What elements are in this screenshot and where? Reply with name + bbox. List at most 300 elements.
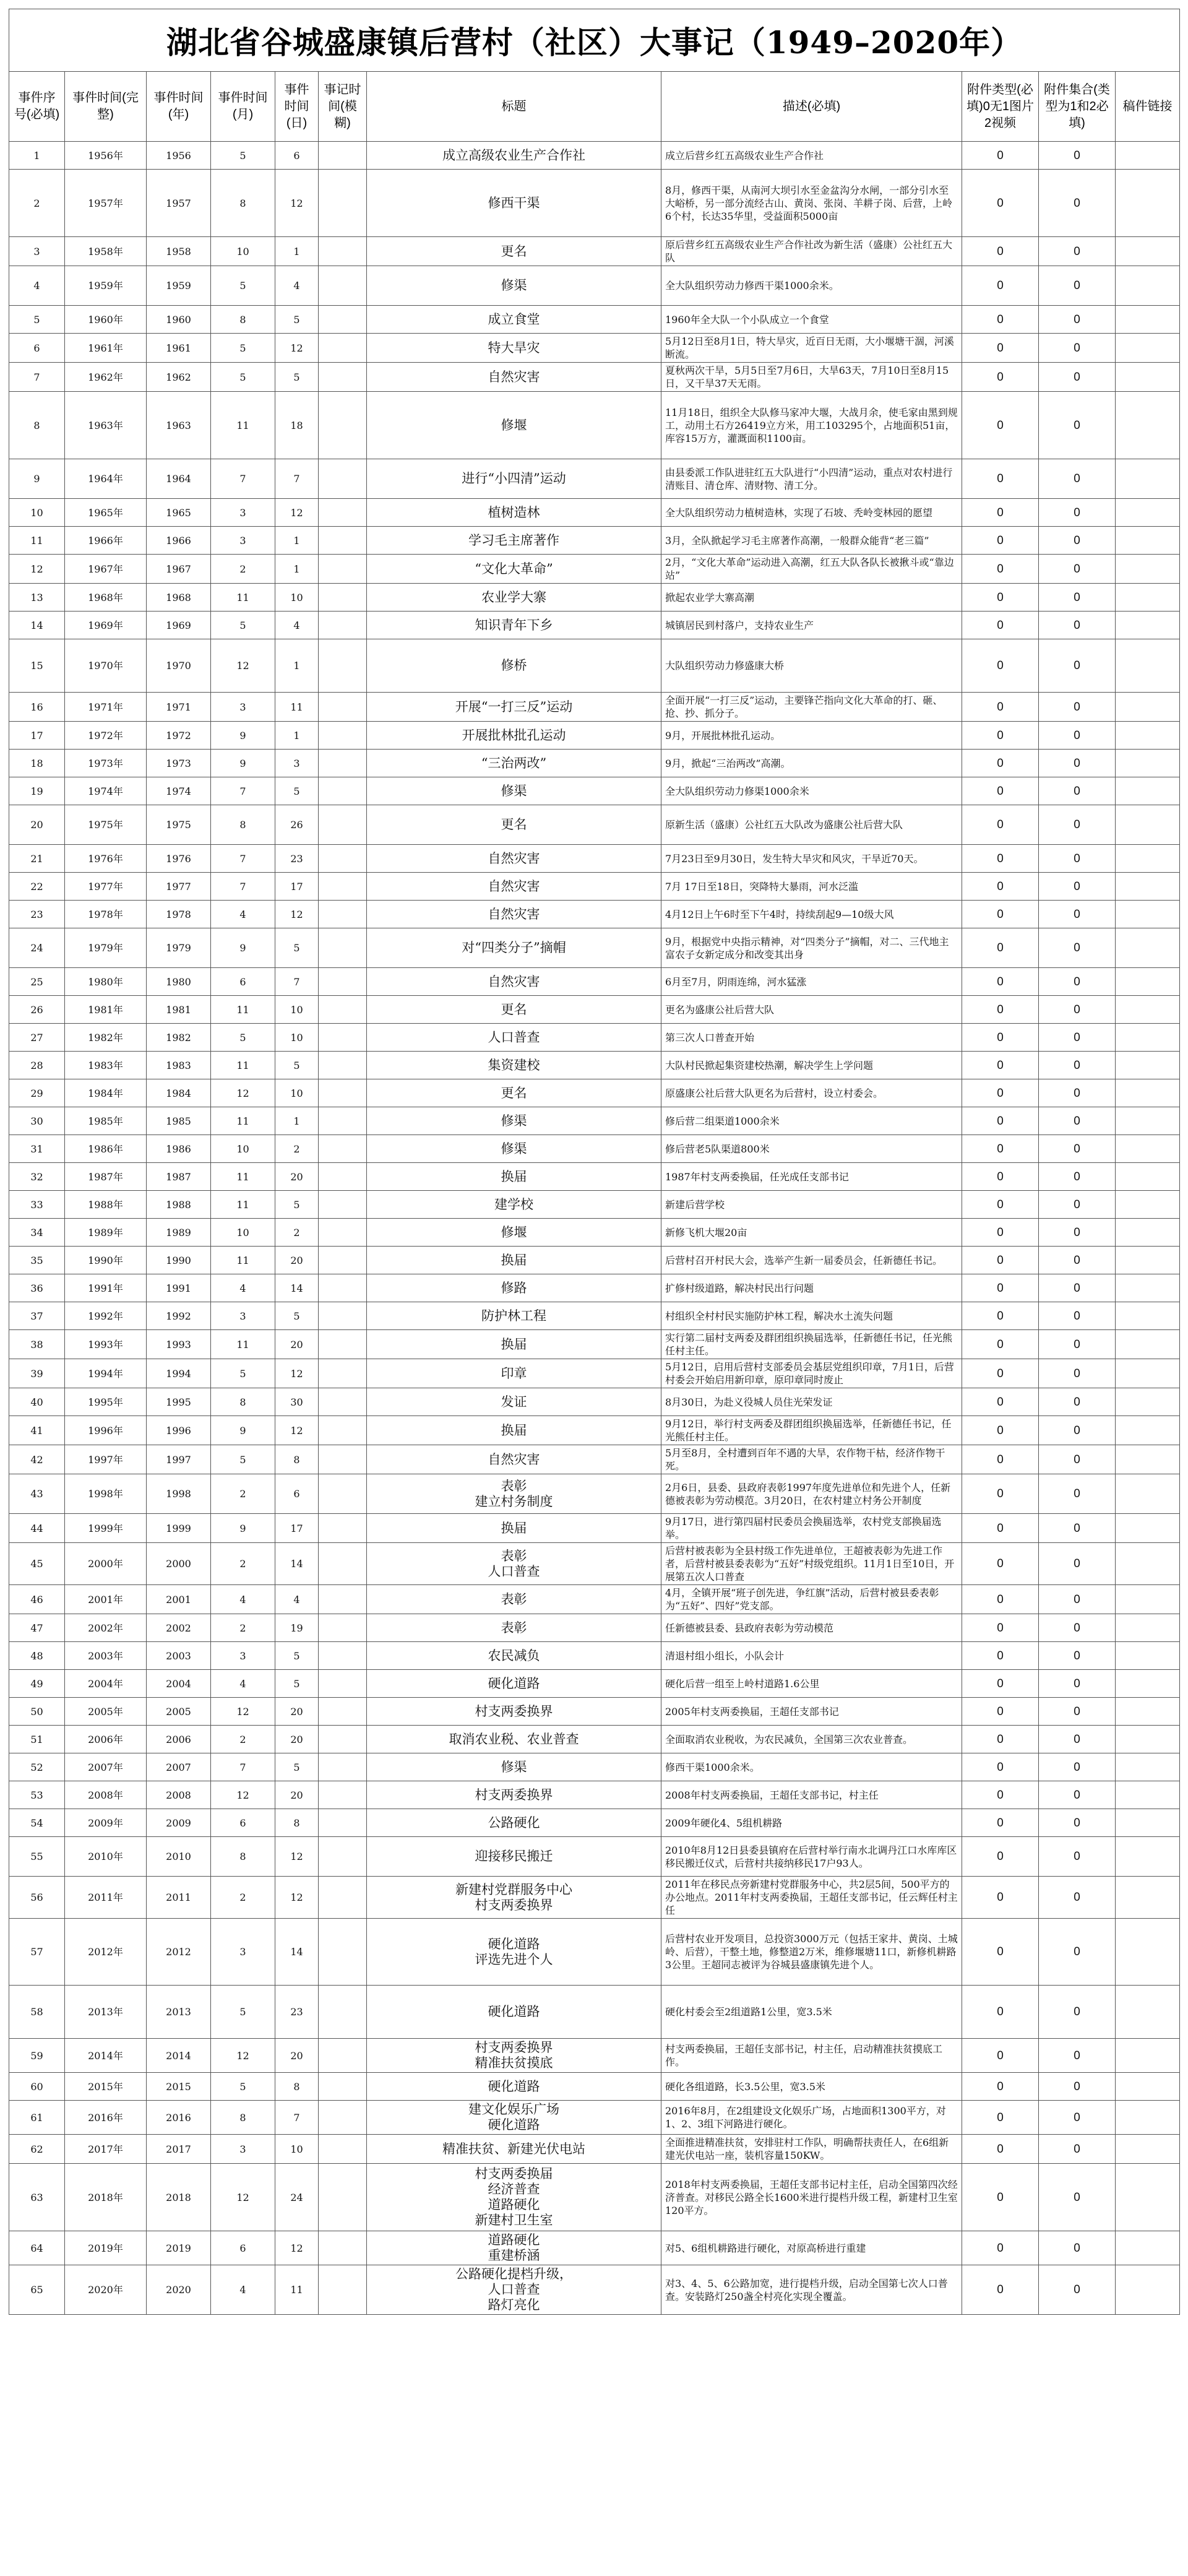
cell-month: 3	[211, 693, 275, 722]
cell-full-date: 1972年	[65, 722, 147, 750]
table-row	[9, 1274, 1180, 1302]
cell-description: 掀起农业学大寨高潮	[661, 584, 962, 612]
cell-manuscript-link	[1116, 612, 1180, 639]
cell-serial-number: 18	[9, 750, 65, 777]
cell-manuscript-link	[1116, 2101, 1180, 2135]
cell-day: 4	[275, 266, 319, 306]
cell-manuscript-link	[1116, 527, 1180, 555]
cell-full-date: 1981年	[65, 996, 147, 1024]
table-row	[9, 2135, 1180, 2164]
cell-full-date: 1988年	[65, 1191, 147, 1219]
cell-description: 村组织全村村民实施防护林工程，解决水土流失问题	[661, 1302, 962, 1330]
cell-day: 5	[275, 1052, 319, 1079]
cell-full-date: 1986年	[65, 1135, 147, 1163]
cell-fuzzy-date	[319, 459, 367, 499]
cell-serial-number: 1	[9, 142, 65, 170]
cell-attachment-type: 0	[962, 1079, 1039, 1107]
header-day: 事件时间(日)	[275, 72, 319, 142]
cell-serial-number: 42	[9, 1445, 65, 1474]
cell-fuzzy-date	[319, 1330, 367, 1359]
cell-full-date: 1982年	[65, 1024, 147, 1052]
cell-attachment-type: 0	[962, 1919, 1039, 1986]
cell-fuzzy-date	[319, 1359, 367, 1388]
cell-fuzzy-date	[319, 306, 367, 334]
cell-serial-number: 62	[9, 2135, 65, 2164]
cell-manuscript-link	[1116, 555, 1180, 584]
table-row	[9, 1726, 1180, 1753]
cell-serial-number: 34	[9, 1219, 65, 1247]
cell-description: 5月12日，启用后营村支部委员会基层党组织印章，7月1日，后营村委会开始启用新印章，原印章同时废止	[661, 1359, 962, 1388]
cell-fuzzy-date	[319, 1614, 367, 1642]
cell-attachment-type: 0	[962, 2039, 1039, 2073]
cell-title: 取消农业税、农业普查	[367, 1726, 661, 1753]
cell-title: 自然灾害	[367, 1445, 661, 1474]
cell-attachment-set: 0	[1039, 1753, 1116, 1781]
cell-description: 全大队组织劳动力修西干渠1000余米。	[661, 266, 962, 306]
cell-attachment-set: 0	[1039, 1642, 1116, 1670]
cell-title: 更名	[367, 237, 661, 266]
cell-fuzzy-date	[319, 612, 367, 639]
cell-fuzzy-date	[319, 266, 367, 306]
cell-title: “文化大革命”	[367, 555, 661, 584]
cell-attachment-type: 0	[962, 1698, 1039, 1726]
cell-full-date: 2017年	[65, 2135, 147, 2164]
table-row	[9, 2164, 1180, 2231]
cell-attachment-set: 0	[1039, 142, 1116, 170]
cell-day: 12	[275, 2231, 319, 2265]
cell-full-date: 1968年	[65, 584, 147, 612]
cell-title: 对“四类分子”摘帽	[367, 928, 661, 968]
cell-year: 1958	[147, 237, 211, 266]
cell-serial-number: 64	[9, 2231, 65, 2265]
cell-fuzzy-date	[319, 693, 367, 722]
cell-day: 10	[275, 1079, 319, 1107]
cell-description: 8月30日，为赴义役城人员住光荣发证	[661, 1388, 962, 1416]
cell-fuzzy-date	[319, 584, 367, 612]
cell-title: 表彰 建立村务制度	[367, 1474, 661, 1514]
cell-serial-number: 57	[9, 1919, 65, 1986]
cell-full-date: 1987年	[65, 1163, 147, 1191]
cell-attachment-type: 0	[962, 722, 1039, 750]
cell-attachment-type: 0	[962, 1809, 1039, 1837]
cell-attachment-set: 0	[1039, 1191, 1116, 1219]
cell-fuzzy-date	[319, 2039, 367, 2073]
cell-month: 12	[211, 1079, 275, 1107]
cell-manuscript-link	[1116, 334, 1180, 363]
cell-full-date: 1980年	[65, 968, 147, 996]
table-row	[9, 170, 1180, 237]
table-row	[9, 1753, 1180, 1781]
cell-day: 5	[275, 777, 319, 805]
cell-full-date: 1993年	[65, 1330, 147, 1359]
table-row	[9, 1670, 1180, 1698]
cell-fuzzy-date	[319, 1445, 367, 1474]
cell-attachment-type: 0	[962, 1753, 1039, 1781]
cell-full-date: 1963年	[65, 392, 147, 459]
table-row	[9, 2073, 1180, 2101]
cell-day: 7	[275, 459, 319, 499]
cell-year: 1980	[147, 968, 211, 996]
cell-year: 2000	[147, 1543, 211, 1585]
cell-fuzzy-date	[319, 845, 367, 873]
cell-attachment-type: 0	[962, 334, 1039, 363]
cell-attachment-type: 0	[962, 1543, 1039, 1585]
cell-fuzzy-date	[319, 1877, 367, 1919]
cell-full-date: 1967年	[65, 555, 147, 584]
cell-attachment-set: 0	[1039, 1416, 1116, 1445]
cell-description: 成立后营乡红五高级农业生产合作社	[661, 142, 962, 170]
cell-day: 3	[275, 750, 319, 777]
cell-month: 9	[211, 750, 275, 777]
cell-full-date: 1974年	[65, 777, 147, 805]
cell-attachment-type: 0	[962, 392, 1039, 459]
cell-title: 更名	[367, 1079, 661, 1107]
cell-year: 1971	[147, 693, 211, 722]
table-row	[9, 2039, 1180, 2073]
cell-attachment-set: 0	[1039, 777, 1116, 805]
table-row	[9, 1877, 1180, 1919]
cell-title: 换届	[367, 1514, 661, 1543]
cell-attachment-type: 0	[962, 873, 1039, 901]
cell-full-date: 2018年	[65, 2164, 147, 2231]
cell-manuscript-link	[1116, 1388, 1180, 1416]
cell-manuscript-link	[1116, 1107, 1180, 1135]
cell-month: 10	[211, 1135, 275, 1163]
header-description: 描述(必填)	[661, 72, 962, 142]
cell-fuzzy-date	[319, 1809, 367, 1837]
cell-manuscript-link	[1116, 2265, 1180, 2315]
cell-fuzzy-date	[319, 1986, 367, 2039]
cell-manuscript-link	[1116, 1809, 1180, 1837]
cell-full-date: 1970年	[65, 639, 147, 693]
cell-full-date: 2011年	[65, 1877, 147, 1919]
cell-full-date: 1962年	[65, 363, 147, 392]
cell-manuscript-link	[1116, 928, 1180, 968]
cell-description: 原盛康公社后营大队更名为后营村，设立村委会。	[661, 1079, 962, 1107]
cell-title: 建文化娱乐广场 硬化道路	[367, 2101, 661, 2135]
cell-attachment-set: 0	[1039, 2135, 1116, 2164]
cell-attachment-type: 0	[962, 2073, 1039, 2101]
cell-description: 全大队组织劳动力植树造林，实现了石坡、秃岭变林园的愿望	[661, 499, 962, 527]
cell-year: 1973	[147, 750, 211, 777]
cell-day: 5	[275, 1753, 319, 1781]
cell-attachment-set: 0	[1039, 1330, 1116, 1359]
cell-attachment-type: 0	[962, 1726, 1039, 1753]
cell-serial-number: 47	[9, 1614, 65, 1642]
cell-attachment-set: 0	[1039, 639, 1116, 693]
cell-month: 3	[211, 1919, 275, 1986]
cell-day: 12	[275, 1877, 319, 1919]
cell-serial-number: 50	[9, 1698, 65, 1726]
cell-full-date: 1960年	[65, 306, 147, 334]
cell-year: 1960	[147, 306, 211, 334]
cell-serial-number: 36	[9, 1274, 65, 1302]
cell-title: 自然灾害	[367, 901, 661, 928]
cell-month: 6	[211, 2231, 275, 2265]
cell-month: 8	[211, 1388, 275, 1416]
cell-day: 12	[275, 1837, 319, 1877]
cell-manuscript-link	[1116, 1302, 1180, 1330]
cell-description: 原后营乡红五高级农业生产合作社改为新生活（盛康）公社红五大队	[661, 237, 962, 266]
cell-year: 1989	[147, 1219, 211, 1247]
cell-day: 20	[275, 1781, 319, 1809]
cell-manuscript-link	[1116, 1359, 1180, 1388]
cell-manuscript-link	[1116, 901, 1180, 928]
cell-attachment-set: 0	[1039, 1614, 1116, 1642]
cell-full-date: 1991年	[65, 1274, 147, 1302]
table-row	[9, 142, 1180, 170]
cell-description: 2010年8月12日县委县镇府在后营村举行南水北调丹江口水库库区移民搬迁仪式，后营村共接纳移民17户93人。	[661, 1837, 962, 1877]
cell-year: 2001	[147, 1585, 211, 1614]
cell-fuzzy-date	[319, 1219, 367, 1247]
cell-day: 20	[275, 1698, 319, 1726]
cell-description: 9月17日，进行第四届村民委员会换届选举，农村党支部换届选举。	[661, 1514, 962, 1543]
cell-fuzzy-date	[319, 750, 367, 777]
cell-attachment-set: 0	[1039, 1302, 1116, 1330]
cell-description: 8月，修西干渠，从南河大坝引水至金盆沟分水闸，一部分引水至大峪桥，另一部分流经古山、黄岗、张岗、羊耕子岗、后营，上岭6个村，长达35华里，受益面积5000亩	[661, 170, 962, 237]
cell-attachment-set: 0	[1039, 1919, 1116, 1986]
cell-fuzzy-date	[319, 873, 367, 901]
cell-full-date: 1989年	[65, 1219, 147, 1247]
cell-description: 4月12日上午6时至下午4时，持续刮起9—10级大风	[661, 901, 962, 928]
cell-month: 11	[211, 1107, 275, 1135]
cell-day: 20	[275, 1163, 319, 1191]
cell-month: 7	[211, 459, 275, 499]
cell-month: 11	[211, 1247, 275, 1274]
cell-full-date: 1969年	[65, 612, 147, 639]
cell-attachment-set: 0	[1039, 722, 1116, 750]
cell-fuzzy-date	[319, 527, 367, 555]
cell-attachment-set: 0	[1039, 170, 1116, 237]
cell-attachment-set: 0	[1039, 2073, 1116, 2101]
cell-day: 10	[275, 996, 319, 1024]
cell-month: 6	[211, 968, 275, 996]
cell-manuscript-link	[1116, 996, 1180, 1024]
cell-fuzzy-date	[319, 2231, 367, 2265]
cell-day: 11	[275, 693, 319, 722]
cell-day: 5	[275, 306, 319, 334]
cell-full-date: 1961年	[65, 334, 147, 363]
cell-fuzzy-date	[319, 1388, 367, 1416]
cell-year: 2008	[147, 1781, 211, 1809]
cell-year: 1975	[147, 805, 211, 845]
cell-year: 1992	[147, 1302, 211, 1330]
cell-full-date: 1966年	[65, 527, 147, 555]
cell-attachment-set: 0	[1039, 1445, 1116, 1474]
table-row	[9, 266, 1180, 306]
cell-fuzzy-date	[319, 1543, 367, 1585]
cell-serial-number: 44	[9, 1514, 65, 1543]
cell-attachment-type: 0	[962, 1024, 1039, 1052]
cell-description: 7月23日至9月30日，发生特大旱灾和风灾，干旱近70天。	[661, 845, 962, 873]
cell-serial-number: 40	[9, 1388, 65, 1416]
cell-manuscript-link	[1116, 1614, 1180, 1642]
cell-serial-number: 17	[9, 722, 65, 750]
cell-serial-number: 7	[9, 363, 65, 392]
cell-full-date: 2002年	[65, 1614, 147, 1642]
cell-month: 5	[211, 1986, 275, 2039]
cell-attachment-set: 0	[1039, 1247, 1116, 1274]
cell-full-date: 1996年	[65, 1416, 147, 1445]
cell-month: 3	[211, 527, 275, 555]
cell-year: 1963	[147, 392, 211, 459]
cell-year: 2012	[147, 1919, 211, 1986]
cell-manuscript-link	[1116, 306, 1180, 334]
cell-serial-number: 58	[9, 1986, 65, 2039]
cell-attachment-set: 0	[1039, 499, 1116, 527]
cell-serial-number: 11	[9, 527, 65, 555]
cell-day: 6	[275, 142, 319, 170]
cell-year: 1984	[147, 1079, 211, 1107]
cell-day: 5	[275, 363, 319, 392]
cell-serial-number: 37	[9, 1302, 65, 1330]
cell-year: 2010	[147, 1837, 211, 1877]
cell-manuscript-link	[1116, 2039, 1180, 2073]
table-row	[9, 2101, 1180, 2135]
table-row	[9, 845, 1180, 873]
cell-attachment-type: 0	[962, 1445, 1039, 1474]
cell-full-date: 2005年	[65, 1698, 147, 1726]
cell-title: 建学校	[367, 1191, 661, 1219]
cell-title: 换届	[367, 1247, 661, 1274]
cell-description: 更名为盛康公社后营大队	[661, 996, 962, 1024]
cell-day: 5	[275, 1191, 319, 1219]
cell-description: 2009年硬化4、5组机耕路	[661, 1809, 962, 1837]
cell-attachment-type: 0	[962, 639, 1039, 693]
cell-fuzzy-date	[319, 2265, 367, 2315]
cell-year: 2007	[147, 1753, 211, 1781]
cell-attachment-set: 0	[1039, 901, 1116, 928]
cell-attachment-type: 0	[962, 1837, 1039, 1877]
cell-manuscript-link	[1116, 2135, 1180, 2164]
cell-attachment-set: 0	[1039, 1107, 1116, 1135]
cell-year: 1985	[147, 1107, 211, 1135]
cell-serial-number: 12	[9, 555, 65, 584]
cell-manuscript-link	[1116, 845, 1180, 873]
cell-fuzzy-date	[319, 639, 367, 693]
table-row	[9, 1585, 1180, 1614]
cell-serial-number: 24	[9, 928, 65, 968]
cell-serial-number: 25	[9, 968, 65, 996]
cell-year: 1969	[147, 612, 211, 639]
cell-title: 硬化道路 评选先进个人	[367, 1919, 661, 1986]
cell-manuscript-link	[1116, 1919, 1180, 1986]
cell-serial-number: 9	[9, 459, 65, 499]
cell-description: 大队村民掀起集资建校热潮，解决学生上学问题	[661, 1052, 962, 1079]
cell-manuscript-link	[1116, 1543, 1180, 1585]
cell-serial-number: 5	[9, 306, 65, 334]
cell-description: 3月，全队掀起学习毛主席著作高潮，一般群众能背“老三篇”	[661, 527, 962, 555]
cell-day: 24	[275, 2164, 319, 2231]
cell-full-date: 1975年	[65, 805, 147, 845]
cell-fuzzy-date	[319, 1726, 367, 1753]
table-row	[9, 1191, 1180, 1219]
cell-manuscript-link	[1116, 1514, 1180, 1543]
cell-month: 4	[211, 1670, 275, 1698]
cell-fuzzy-date	[319, 363, 367, 392]
cell-serial-number: 32	[9, 1163, 65, 1191]
table-row	[9, 2265, 1180, 2315]
cell-attachment-type: 0	[962, 363, 1039, 392]
table-row	[9, 499, 1180, 527]
cell-attachment-set: 0	[1039, 1698, 1116, 1726]
cell-title: 村支两委换界	[367, 1781, 661, 1809]
cell-year: 1968	[147, 584, 211, 612]
table-row	[9, 1388, 1180, 1416]
cell-attachment-set: 0	[1039, 612, 1116, 639]
cell-manuscript-link	[1116, 1274, 1180, 1302]
cell-attachment-set: 0	[1039, 1670, 1116, 1698]
cell-full-date: 2007年	[65, 1753, 147, 1781]
cell-serial-number: 33	[9, 1191, 65, 1219]
cell-title: 换届	[367, 1330, 661, 1359]
cell-attachment-type: 0	[962, 693, 1039, 722]
cell-description: 第三次人口普查开始	[661, 1024, 962, 1052]
table-row	[9, 750, 1180, 777]
cell-month: 11	[211, 1191, 275, 1219]
cell-attachment-type: 0	[962, 1670, 1039, 1698]
cell-manuscript-link	[1116, 363, 1180, 392]
cell-year: 2017	[147, 2135, 211, 2164]
cell-day: 4	[275, 1585, 319, 1614]
cell-full-date: 1956年	[65, 142, 147, 170]
cell-attachment-type: 0	[962, 1474, 1039, 1514]
cell-serial-number: 48	[9, 1642, 65, 1670]
cell-day: 20	[275, 1726, 319, 1753]
cell-day: 8	[275, 1809, 319, 1837]
cell-day: 20	[275, 1330, 319, 1359]
cell-description: 1960年全大队一个小队成立一个食堂	[661, 306, 962, 334]
cell-full-date: 1977年	[65, 873, 147, 901]
cell-attachment-type: 0	[962, 170, 1039, 237]
cell-full-date: 1965年	[65, 499, 147, 527]
cell-title: 特大旱灾	[367, 334, 661, 363]
cell-attachment-set: 0	[1039, 392, 1116, 459]
cell-attachment-type: 0	[962, 845, 1039, 873]
cell-day: 12	[275, 901, 319, 928]
cell-description: 6月至7月，阴雨连绵，河水猛涨	[661, 968, 962, 996]
cell-month: 11	[211, 996, 275, 1024]
cell-month: 8	[211, 170, 275, 237]
cell-month: 8	[211, 805, 275, 845]
cell-title: 农业学大寨	[367, 584, 661, 612]
cell-fuzzy-date	[319, 1163, 367, 1191]
cell-year: 1978	[147, 901, 211, 928]
cell-title: 成立食堂	[367, 306, 661, 334]
cell-month: 2	[211, 555, 275, 584]
table-row	[9, 873, 1180, 901]
cell-attachment-set: 0	[1039, 1726, 1116, 1753]
cell-description: 村支两委换届，王超任支部书记，村主任，启动精准扶贫摸底工作。	[661, 2039, 962, 2073]
cell-day: 5	[275, 1670, 319, 1698]
cell-title: 硬化道路	[367, 1986, 661, 2039]
cell-day: 12	[275, 170, 319, 237]
cell-day: 12	[275, 1416, 319, 1445]
cell-fuzzy-date	[319, 722, 367, 750]
cell-attachment-set: 0	[1039, 693, 1116, 722]
cell-serial-number: 16	[9, 693, 65, 722]
cell-day: 14	[275, 1274, 319, 1302]
cell-year: 2005	[147, 1698, 211, 1726]
cell-fuzzy-date	[319, 142, 367, 170]
cell-serial-number: 41	[9, 1416, 65, 1445]
cell-serial-number: 8	[9, 392, 65, 459]
cell-day: 26	[275, 805, 319, 845]
cell-title: 修路	[367, 1274, 661, 1302]
cell-attachment-type: 0	[962, 2164, 1039, 2231]
cell-day: 1	[275, 527, 319, 555]
cell-year: 1988	[147, 1191, 211, 1219]
